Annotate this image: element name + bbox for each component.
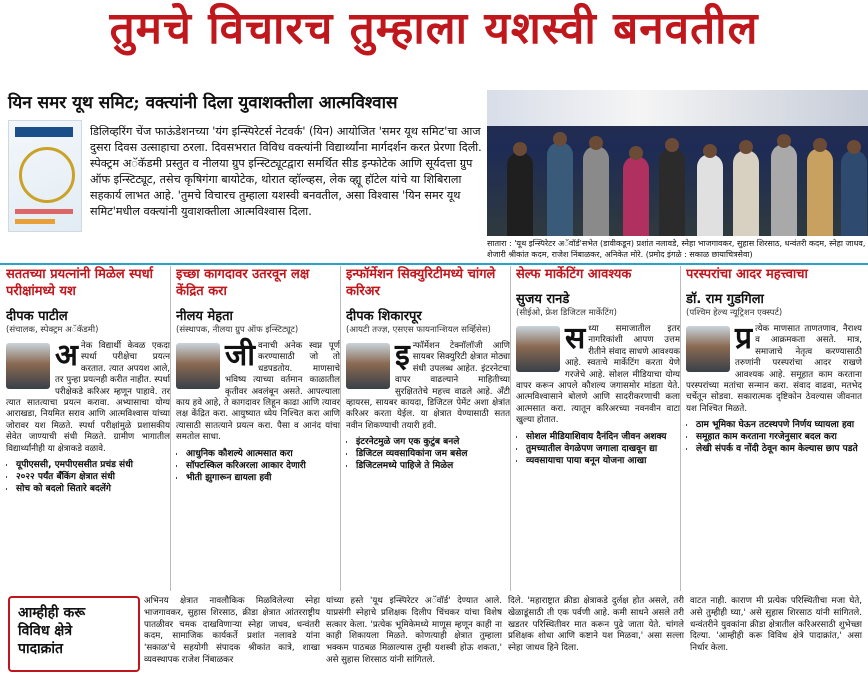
- key-point: • व्यवसायाचा पाया बनून योजना आखा: [526, 455, 680, 467]
- speaker-column-5: [686, 266, 862, 591]
- yin-summit-logo: [8, 120, 82, 232]
- speaker-role: (आयटी तज्ज्ञ, एसएस फायनान्शियल सर्व्हिसेस): [346, 325, 491, 335]
- column-title: इच्छा कागदावर उतरवून लक्ष केंद्रित करा: [176, 267, 310, 299]
- photo-caption: सातारा : 'यूथ इन्स्पिरेटर अॅवॉर्ड'सभेत (डावीकडून) प्रशांत नलावडे, स्नेहा भाजगावकर, सुहास शिरसाठ, धन्वंतरी कदम, स्नेहा जाधव, शेजारी श्रीकांत कदम, राजेश निंबाळकर, अनिकेत मोरे. (प्रमोद इंगळे : सकाळ छायाचित्रसेवा): [487, 239, 866, 259]
- column-title: इन्फॉर्मेशन सिक्युरिटीमध्ये चांगले करिअर: [346, 267, 496, 299]
- key-point: • डिजिटल व्यवसायिकांना जम बसेल: [356, 448, 510, 460]
- speaker-portrait: [346, 343, 390, 389]
- key-point: • लेखी संपर्क व नोंदी ठेवून काम केल्यास छाप पडते: [696, 443, 862, 455]
- column-title: सेल्फ मार्केटिंग आवश्यक: [516, 267, 632, 282]
- bottom-paragraph-4: वाटत नाही. काराण मी प्रत्येक परिस्थितीचा मजा घेते, असे तुम्हीही घ्या,' असे सुहास शिरसाठ यांनी सांगितले. धन्वंतरीने युवकांना क्रीडा क्षेत्रातील करिअरसाठी शुभेच्छा दिल्या. 'आम्हीही करू विविध क्षेत्रे पादाक्रांत,' असा निर्धार केला.: [690, 596, 862, 654]
- key-point: • आधुनिक कौशल्ये आत्मसात करा: [186, 448, 340, 460]
- speaker-column-1: [6, 266, 171, 591]
- key-point: • यूपीएससी, एमपीएससीत प्रचंड संधी: [16, 459, 170, 471]
- speaker-column-4: [516, 266, 681, 591]
- key-point: • सोशल मीडियाशिवाय दैनंदिन जीवन अशक्य: [526, 431, 680, 443]
- speaker-name: डॉ. राम गुडगिला: [686, 292, 764, 307]
- speaker-role: (सीईओ, फ्रेश डिजिटल मार्केटिंग): [516, 308, 617, 318]
- bottom-title-line: पादाक्रांत: [18, 641, 63, 657]
- bottom-section-title: [8, 596, 140, 672]
- speaker-portrait: [176, 343, 220, 389]
- key-point: • इंटरनेटमुळे जग एक कुटुंब बनले: [356, 436, 510, 448]
- column-title: परस्परांचा आदर महत्त्वाचा: [686, 267, 808, 282]
- dropcap: जी: [225, 338, 256, 373]
- dropcap: अ: [55, 338, 78, 373]
- speaker-column-2: [176, 266, 341, 591]
- intro-paragraph: डिलिव्हरिंग चेंज फाऊंडेशनच्या 'यंग इन्स्पिरेटर्स नेटवर्क' (यिन) आयोजित 'समर यूथ समिट'चा आज दुसरा दिवस उत्साहाचा ठरला. दिवसभरात विविध वक्त्यांनी विद्यार्थ्यांना मार्गदर्शन करत प्रेरणा दिली. स्पेक्ट्रम अॅकॅडमी प्रस्तुत व नीलया ग्रुप इन्स्टिट्यूटद्वारा समर्थित सीड इन्फोटेक आणि सूर्यदत्ता ग्रुप ऑफ इन्स्टिट्यूट, तसेच कृषिगंगा बायोटेक, थोरात व्हॉल्व्हस, लेक व्ह्यू हॉटेल यांचे या शिबिराला सहकार्य लाभत आहे. 'तुमचे विचारच तुम्हाला यशस्वी बनवतील, असा विश्वास 'यिन समर यूथ समिट'मधील वक्त्यांनी युवाशक्तीला आत्मविश्वास दिला.: [90, 125, 482, 218]
- key-point: • समूहात काम करताना गरजेनुसार बदल करा: [696, 431, 862, 443]
- speaker-portrait: [516, 326, 560, 372]
- speaker-portrait: [6, 343, 50, 389]
- bottom-paragraph-2: यांच्या हस्ते 'यूथ इन्स्पिरेटर अॅवॉर्ड' देण्यात आले. याप्रसंगी स्नेहाचे प्रशिक्षक दिलीप चिंचकर यांचा विशेष सत्कार केला. 'प्रत्येक भूमिकेमध्ये माणूस म्हणून काही ना काही शिकायला मिळते. कोणत्याही क्षेत्रात तुम्हाला भक्कम पाठबळ मिळाल्यास तुम्ही यशस्वी होऊ शकता,' असे सुहास शिरसाठ यांनी सांगितले.: [326, 596, 502, 665]
- bottom-paragraph-1: अभिनय क्षेत्रात नावलौकिक मिळविलेल्या स्नेहा भाजगावकर, सुहास शिरसाठ, क्रीडा क्षेत्रात आंतरराष्ट्रीय पातळीवर चमक दाखविणाऱ्या स्नेहा जाधव, धन्वंतरी कदम, सामाजिक कार्यकर्ते प्रशांत नलावडे यांना 'सकाळ'चे सहयोगी संपादक श्रीकांत कात्रे, शाखा व्यवस्थापक राजेश निंबाळकर: [144, 596, 320, 665]
- column-body: ध्या समाजातील इतर नागरिकांशी आपण उत्तम रीतीने संवाद साधणे आवश्यक आहे. स्वतःचे मार्केटिंग करता येणे गरजेचे आहे. सोशल मीडियाचा योग्य वापर करून आपले कौशल्य जगासमोर मांडता येते. आत्मविश्वासाने बोलणे आणि सादरीकरणाची कला आत्मसात करा. त्यातून करिअरच्या नवनवीन वाटा खुल्या होतात.: [516, 324, 680, 426]
- key-point: • २०२२ पर्यंत बँकिंग क्षेत्रात संधी: [16, 471, 170, 483]
- key-point: • सॉफ्टस्किल करिअरला आकार देणारी: [186, 460, 340, 472]
- subheadline: यिन समर यूथ समिट; वक्त्यांनी दिला युवाशक्तीला आत्मविश्वास: [8, 93, 398, 113]
- headline: तुमचे विचारच तुम्हाला यशस्वी बनवतील: [109, 3, 759, 54]
- section-divider: [0, 263, 868, 265]
- bottom-title-line: आम्हीही करू: [18, 605, 86, 621]
- column-title: सततच्या प्रयत्नांनी मिळेल स्पर्धा परीक्षांमध्ये यश: [6, 267, 153, 299]
- speaker-name: दीपक पाटील: [6, 309, 68, 324]
- speaker-name: सुजय रानडे: [516, 292, 570, 307]
- dropcap: इ: [395, 338, 410, 373]
- key-point: • ठाम भूमिका घेऊन तटस्थपणे निर्णय घ्यायला हवा: [696, 419, 862, 431]
- key-point: • सोच को बदलो सितारे बदलेंगे: [16, 483, 170, 495]
- dropcap: प्र: [735, 321, 753, 356]
- award-ceremony-photo: [487, 90, 868, 236]
- column-body: नेक विद्यार्थी केवळ एकदा स्पर्धा परीक्षेचा प्रयत्न करतात. त्यात अपयश आले, तर पुन्हा प्रयत्नही करीत नाहीत. स्पर्धा परीक्षेकडे करिअर म्हणून पाहावे. तर त्यात सातत्याचा प्रयत्न करावा. अभ्यासाचा योग्य आराखडा, नियमित सराव आणि आत्मविश्वास यांच्या जोरावर यश मिळते. स्पर्धा परीक्षांमुळे प्रशासकीय सेवेत जाण्याची संधी मिळते. ग्रामीण भागातील विद्यार्थ्यांनीही या क्षेत्राकडे वळावे.: [6, 341, 170, 454]
- key-point: • डिजिटलमध्ये पाहिजे ते मिळेल: [356, 460, 510, 472]
- key-point: • तुमच्यातील वेगळेपण जगाला दाखवून द्या: [526, 443, 680, 455]
- speaker-name: दीपक शिकारपूर: [346, 309, 422, 324]
- speaker-role: (संचालक, स्पेक्ट्रम अॅकॅडमी): [6, 325, 99, 335]
- key-point: • भीती झुगारून द्यायला हवी: [186, 472, 340, 484]
- speaker-role: (पश्चिम हेल्थ न्यूट्रिशन एक्स्पर्ट): [686, 308, 783, 318]
- column-body: त्येक माणसात ताणतणाव, नैराश्य व आक्रमकता असते. मात्र, समाजाचे नेतृत्व करण्यासाठी तरुणांनी परस्परांचा आदर राखणे आवश्यक आहे. समूहात काम करताना परस्परांच्या मतांचा सन्मान करा. संवाद वाढवा, मतभेद चर्चेतून सोडवा. सकारात्मक दृष्टिकोन ठेवल्यास जीवनात यश निश्चित मिळते.: [686, 324, 862, 414]
- bottom-title-line: विविध क्षेत्रे: [18, 623, 73, 639]
- speaker-portrait: [686, 326, 730, 372]
- speaker-column-3: [346, 266, 511, 591]
- speaker-role: (संस्थापक, नीलया ग्रुप ऑफ इन्स्टिट्यूट): [176, 325, 299, 335]
- speaker-name: नीलय मेहता: [176, 309, 233, 324]
- bottom-paragraph-3: दिले. 'महाराष्ट्रात क्रीडा क्षेत्राकडे दुर्लक्ष होत असले, तरी खेळाडूंसाठी ती एक पर्वणी आहे. कमी साधने असले तरी खडतर परिस्थितीवर मात करून पुढे जाता येते. चांगले प्रशिक्षक शोधा आणि कष्टाने यश मिळवा,' असा सल्ला स्नेहा जाधव हिने दिला.: [508, 596, 684, 654]
- column-body: न्फॉर्मेशन टेक्नॉलॉजी आणि सायबर सिक्युरिटी क्षेत्रात मोठ्या संधी उपलब्ध आहेत. इंटरनेटचा वापर वाढल्याने माहितीच्या सुरक्षिततेचे महत्त्व वाढले आहे. अँटी व्हायरस, सायबर कायदा, डिजिटल पेमेंट अशा क्षेत्रांत करिअर करता येईल. या क्षेत्रात येण्यासाठी सतत नवीन शिकण्याची तयारी हवी.: [346, 341, 510, 431]
- dropcap: स: [565, 321, 586, 356]
- column-body: वनाची अनेक स्वप्न पूर्ण करण्यासाठी जो तो धडपडतोय. माणसाचे भविष्य त्याच्या वर्तमान काळातील कृतीवर अवलंबून असते. आपल्याला काय हवे आहे, ते कागदावर लिहून काढा आणि त्यावर लक्ष केंद्रित करा. आयुष्यात ध्येय निश्चित करा आणि त्यासाठी सातत्याने प्रयत्न करा. पैसा व आनंद यांचा समतोल साधा.: [176, 341, 340, 443]
